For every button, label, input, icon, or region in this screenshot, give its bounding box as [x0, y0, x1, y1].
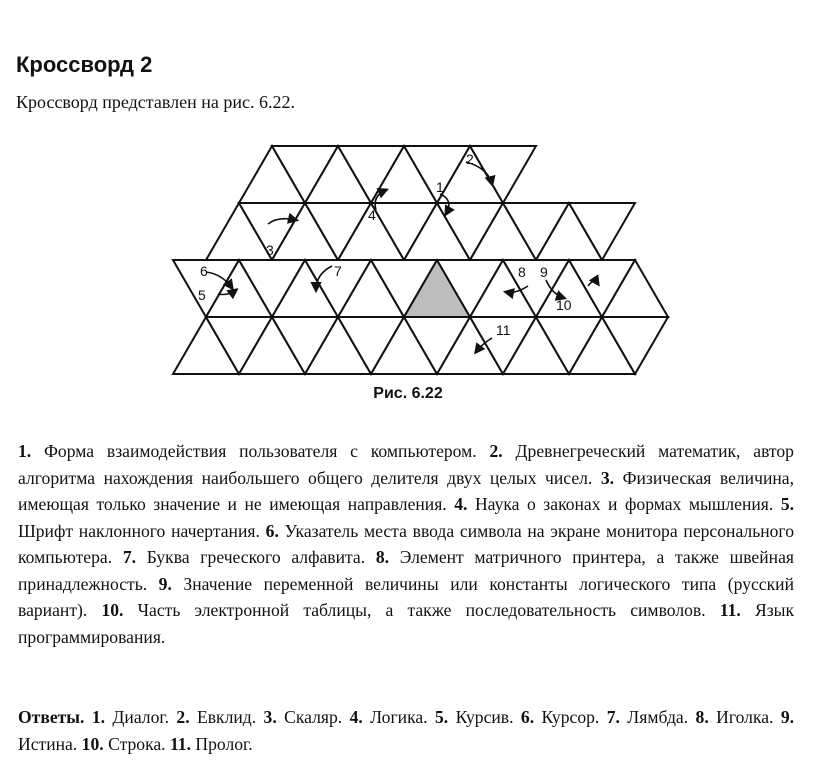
clue-number-10: 10: [556, 297, 572, 313]
clue-number: 4.: [454, 494, 468, 514]
answer-number: 5.: [434, 707, 449, 727]
answer-text: Евклид.: [196, 707, 257, 727]
answers-paragraph: [18, 704, 794, 757]
answer-1: [92, 707, 169, 727]
answer-5: [435, 707, 514, 727]
answer-text: Строка.: [108, 733, 166, 754]
clue-text: Язык программирования.: [18, 600, 795, 647]
answer-number: 8.: [695, 707, 709, 727]
page-title: Кроссворд 2: [16, 52, 153, 77]
crossword-figure: [136, 140, 676, 385]
clue-number: 3.: [600, 467, 615, 488]
answer-number: 2.: [176, 707, 190, 727]
answer-2: [176, 707, 256, 727]
answer-8: [696, 707, 774, 727]
answer-number: 6.: [520, 707, 535, 727]
answer-10: [82, 734, 166, 754]
answer-number: 11.: [169, 733, 191, 754]
clue-number-11: 11: [496, 322, 511, 338]
clue-number: 9.: [158, 573, 172, 594]
answer-text: Пролог.: [195, 733, 253, 754]
answer-text: Логика.: [370, 707, 428, 727]
answer-3: [264, 707, 343, 727]
answer-6: [521, 707, 599, 727]
answer-number: 10.: [81, 733, 104, 754]
clue-number: 6.: [265, 520, 279, 541]
answer-number: 7.: [606, 707, 620, 727]
answers-label: Ответы.: [18, 707, 85, 727]
answer-11: [170, 734, 253, 754]
answer-text: Скаляр.: [284, 707, 343, 727]
clue-number: 1.: [18, 441, 32, 461]
crossword-grid: [136, 140, 676, 380]
answer-text: Курсив.: [455, 707, 514, 727]
clue-number: 8.: [375, 547, 390, 567]
clue-text: Физическая величина, имеющая только значение и не имеющая направления.: [18, 467, 794, 514]
clue-number-6: 6: [200, 263, 208, 279]
clue-number-7: 7: [334, 263, 342, 279]
triangle-cells: [173, 146, 668, 374]
clue-number: 11.: [719, 600, 741, 620]
answer-text: Курсор.: [541, 707, 600, 727]
clue-number-5: 5: [198, 287, 206, 303]
clue-number: 5.: [780, 494, 795, 514]
clue-number: 10.: [101, 600, 124, 620]
clue-text: Буква греческого алфавита.: [146, 547, 366, 567]
clue-1: [18, 441, 477, 461]
clue-text: Значение переменной величины или константы логического типа (русский вариант).: [18, 573, 794, 620]
clue-number: 7.: [122, 547, 137, 567]
clue-text: Указатель места ввода символа на экране монитора персонального компьютера.: [18, 520, 794, 567]
answer-text: Диалог.: [112, 707, 169, 727]
intro-text: Кроссворд представлен на рис. 6.22.: [16, 92, 295, 112]
clue-text: Форма взаимодействия пользователя с компьютером.: [44, 441, 477, 461]
answer-7: [607, 707, 688, 727]
clue-number-4: 4: [368, 207, 376, 223]
answer-text: Иголка.: [716, 707, 774, 727]
answer-number: 1.: [91, 707, 106, 727]
clue-number-3: 3: [266, 242, 274, 258]
clue-text: Древнегреческий математик, автор алгоритма нахождения наибольшего общего делителя двух целых чисел.: [18, 441, 794, 488]
clue-7: [123, 547, 365, 567]
answer-4: [350, 707, 428, 727]
answer-text: Истина.: [18, 733, 78, 754]
answer-number: 4.: [349, 707, 363, 727]
clue-number-2: 2: [466, 151, 474, 167]
clue-text: Шрифт наклонного начертания.: [18, 520, 260, 541]
clue-text: Часть электронной таблицы, а также последовательность символов.: [137, 600, 706, 620]
clue-number-1: 1: [436, 179, 444, 195]
clue-4: [454, 494, 773, 514]
clue-text: Наука о законах и формах мышления.: [474, 494, 774, 514]
answer-text: Лямбда.: [627, 707, 689, 727]
clue-number: 2.: [489, 441, 503, 461]
answer-number: 9.: [780, 707, 795, 727]
clue-10: [101, 600, 705, 620]
clues-paragraph: [18, 438, 794, 650]
clue-text: Элемент матричного принтера, а также швейная принадлежность.: [18, 547, 794, 594]
clue-number-8: 8: [518, 264, 526, 280]
answer-number: 3.: [263, 707, 277, 727]
clue-number-9: 9: [540, 264, 548, 280]
figure-caption: Рис. 6.22: [373, 385, 443, 402]
